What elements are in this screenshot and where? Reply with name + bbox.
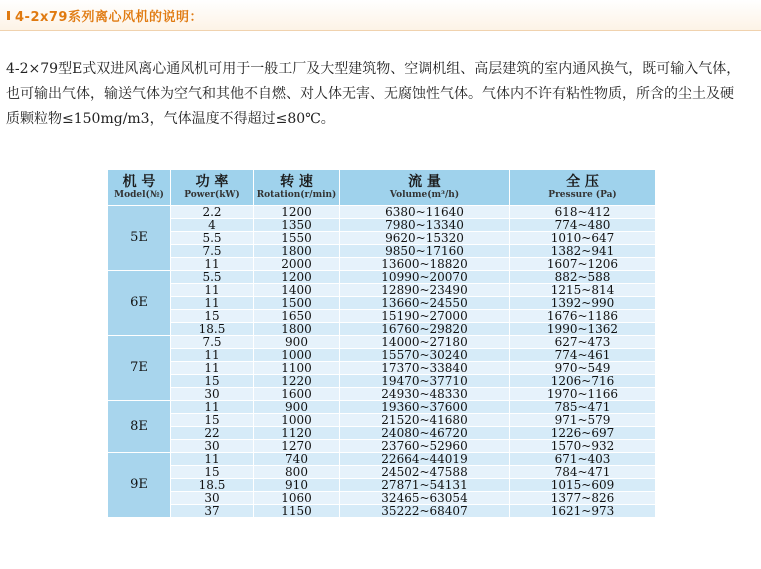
power-cell: 11: [171, 401, 254, 414]
model-cell: 6E: [108, 271, 171, 336]
table-row: [108, 232, 656, 245]
volume-cell: 19470~37710: [340, 375, 510, 388]
power-cell: 7.5: [171, 336, 254, 349]
volume-cell: 15190~27000: [340, 310, 510, 323]
table-row: [108, 414, 656, 427]
rotation-cell: 800: [254, 466, 340, 479]
power-cell: 11: [171, 258, 254, 271]
power-cell: 11: [171, 362, 254, 375]
table-row: [108, 349, 656, 362]
power-cell: 18.5: [171, 479, 254, 492]
rotation-cell: 900: [254, 336, 340, 349]
rotation-cell: 740: [254, 453, 340, 466]
pressure-cell: 1215~814: [510, 284, 656, 297]
model-cell: 5E: [108, 206, 171, 271]
volume-cell: 13600~18820: [340, 258, 510, 271]
pressure-cell: 1226~697: [510, 427, 656, 440]
rotation-cell: 1000: [254, 349, 340, 362]
fan-spec-table: [107, 169, 656, 518]
power-cell: 11: [171, 284, 254, 297]
pressure-cell: 1621~973: [510, 505, 656, 518]
pressure-cell: 1392~990: [510, 297, 656, 310]
volume-cell: 27871~54131: [340, 479, 510, 492]
power-cell: 37: [171, 505, 254, 518]
volume-cell: 9620~15320: [340, 232, 510, 245]
power-cell: 18.5: [171, 323, 254, 336]
pressure-cell: 785~471: [510, 401, 656, 414]
pressure-cell: 1010~647: [510, 232, 656, 245]
volume-cell: 10990~20070: [340, 271, 510, 284]
volume-cell: 17370~33840: [340, 362, 510, 375]
volume-cell: 32465~63054: [340, 492, 510, 505]
table-row: [108, 206, 656, 219]
volume-cell: 9850~17160: [340, 245, 510, 258]
power-cell: 15: [171, 310, 254, 323]
rotation-cell: 2000: [254, 258, 340, 271]
pressure-cell: 1015~609: [510, 479, 656, 492]
rotation-cell: 900: [254, 401, 340, 414]
title-bullet-icon: [7, 11, 10, 20]
power-cell: 30: [171, 388, 254, 401]
table-row: [108, 401, 656, 414]
section-title-bar: [0, 0, 761, 31]
rotation-cell: 1060: [254, 492, 340, 505]
section-title: 4-2x79系列离心风机的说明：: [15, 10, 203, 25]
power-cell: 11: [171, 297, 254, 310]
table-row: [108, 310, 656, 323]
table-row: [108, 388, 656, 401]
power-cell: 15: [171, 414, 254, 427]
table-row: [108, 466, 656, 479]
rotation-cell: 1120: [254, 427, 340, 440]
volume-cell: 6380~11640: [340, 206, 510, 219]
table-row: [108, 492, 656, 505]
rotation-cell: 1500: [254, 297, 340, 310]
pressure-cell: 671~403: [510, 453, 656, 466]
power-cell: 4: [171, 219, 254, 232]
power-cell: 5.5: [171, 271, 254, 284]
volume-cell: 24930~48330: [340, 388, 510, 401]
model-cell: 9E: [108, 453, 171, 518]
pressure-cell: 1570~932: [510, 440, 656, 453]
power-cell: 15: [171, 375, 254, 388]
table-row: [108, 245, 656, 258]
power-cell: 2.2: [171, 206, 254, 219]
rotation-cell: 1400: [254, 284, 340, 297]
model-cell: 7E: [108, 336, 171, 401]
volume-cell: 12890~23490: [340, 284, 510, 297]
table-row: [108, 427, 656, 440]
pressure-cell: 1676~1186: [510, 310, 656, 323]
table-row: [108, 323, 656, 336]
volume-cell: 15570~30240: [340, 349, 510, 362]
table-row: [108, 284, 656, 297]
rotation-cell: 1150: [254, 505, 340, 518]
rotation-cell: 1600: [254, 388, 340, 401]
pressure-cell: 1990~1362: [510, 323, 656, 336]
rotation-cell: 1270: [254, 440, 340, 453]
pressure-cell: 882~588: [510, 271, 656, 284]
volume-cell: 23760~52960: [340, 440, 510, 453]
volume-cell: 22664~44019: [340, 453, 510, 466]
volume-cell: 24080~46720: [340, 427, 510, 440]
pressure-cell: 774~480: [510, 219, 656, 232]
power-cell: 7.5: [171, 245, 254, 258]
rotation-cell: 1000: [254, 414, 340, 427]
power-cell: 11: [171, 349, 254, 362]
pressure-cell: 1970~1166: [510, 388, 656, 401]
pressure-cell: 618~412: [510, 206, 656, 219]
rotation-cell: 1200: [254, 206, 340, 219]
pressure-cell: 774~461: [510, 349, 656, 362]
volume-cell: 16760~29820: [340, 323, 510, 336]
power-cell: 30: [171, 492, 254, 505]
table-row: [108, 219, 656, 232]
rotation-cell: 1220: [254, 375, 340, 388]
rotation-cell: 1200: [254, 271, 340, 284]
pressure-cell: 1607~1206: [510, 258, 656, 271]
table-row: [108, 375, 656, 388]
pressure-cell: 971~579: [510, 414, 656, 427]
table-row: [108, 440, 656, 453]
pressure-cell: 1377~826: [510, 492, 656, 505]
rotation-cell: 910: [254, 479, 340, 492]
model-cell: 8E: [108, 401, 171, 453]
table-row: [108, 297, 656, 310]
table-row: [108, 258, 656, 271]
volume-cell: 19360~37600: [340, 401, 510, 414]
power-cell: 11: [171, 453, 254, 466]
pressure-cell: 784~471: [510, 466, 656, 479]
power-cell: 22: [171, 427, 254, 440]
col-header-model: 机 号 Model(№): [108, 170, 171, 206]
volume-cell: 13660~24550: [340, 297, 510, 310]
volume-cell: 21520~41680: [340, 414, 510, 427]
volume-cell: 7980~13340: [340, 219, 510, 232]
volume-cell: 14000~27180: [340, 336, 510, 349]
pressure-cell: 1382~941: [510, 245, 656, 258]
intro-paragraph: 4-2×79型E式双进风离心通风机可用于一般工厂及大型建筑物、空调机组、高层建筑的室内通风换气，既可输入气体，也可输出气体，输送气体为空气和其他不自燃、对人体无害、无腐蚀性气体。气体内不许有粘性物质，所含的尘土及硬质颗粒物≤150mg/m3，气体温度不得超过≤80℃。: [6, 61, 741, 127]
volume-cell: 24502~47588: [340, 466, 510, 479]
pressure-cell: 970~549: [510, 362, 656, 375]
power-cell: 5.5: [171, 232, 254, 245]
rotation-cell: 1800: [254, 323, 340, 336]
table-header-row: [108, 170, 656, 206]
col-header-volume: 流 量 Volume(m³/h): [340, 170, 510, 206]
rotation-cell: 1650: [254, 310, 340, 323]
rotation-cell: 1800: [254, 245, 340, 258]
col-header-power: 功 率 Power(kW): [171, 170, 254, 206]
table-row: [108, 479, 656, 492]
pressure-cell: 1206~716: [510, 375, 656, 388]
power-cell: 30: [171, 440, 254, 453]
table-row: [108, 453, 656, 466]
table-row: [108, 271, 656, 284]
volume-cell: 35222~68407: [340, 505, 510, 518]
table-row: [108, 336, 656, 349]
table-row: [108, 362, 656, 375]
col-header-pressure: 全 压 Pressure (Pa): [510, 170, 656, 206]
rotation-cell: 1100: [254, 362, 340, 375]
pressure-cell: 627~473: [510, 336, 656, 349]
power-cell: 15: [171, 466, 254, 479]
rotation-cell: 1350: [254, 219, 340, 232]
table-row: [108, 505, 656, 518]
col-header-rotation: 转 速 Rotation(r/min): [254, 170, 340, 206]
rotation-cell: 1550: [254, 232, 340, 245]
